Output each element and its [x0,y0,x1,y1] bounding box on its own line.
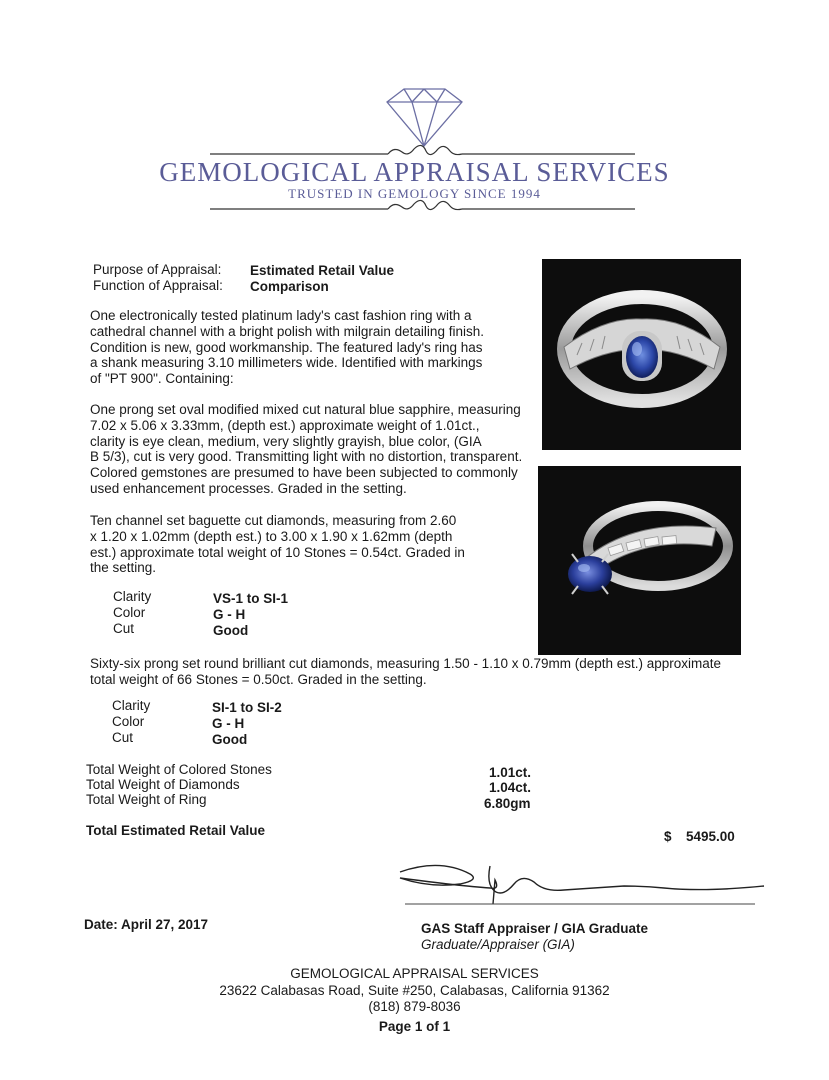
page-number: Page 1 of 1 [378,1019,451,1034]
ring-photo-side [538,466,741,655]
text-line: a shank measuring 3.10 millimeters wide. Identified with markings [90,355,483,371]
appraiser-title: GAS Staff Appraiser / GIA Graduate [421,921,649,936]
text-line: the setting. [90,560,157,576]
text-line: Colored gemstones are presumed to have been subjected to commonly [90,465,518,481]
currency-symbol: $ [664,829,672,844]
total-label: Total Weight of Diamonds [86,777,240,792]
total-label: Total Weight of Colored Stones [86,762,272,777]
grade-value: VS-1 to SI-1 [213,591,289,606]
text-line: cathedral channel with a bright polish with milgrain detailing finish. [90,323,484,339]
text-line: Sixty-six prong set round brilliant cut diamonds, measuring 1.50 - 1.10 x 0.79mm (depth est.) approximate [90,656,722,671]
sapphire-description [90,402,535,497]
text-line: used enhancement processes. Graded in the setting. [90,480,407,496]
text-line: B 5/3), cut is very good. Transmitting light with no distortion, transparent. [90,449,523,465]
footer-company: GEMOLOGICAL APPRAISAL SERVICES [290,966,539,981]
footer-address: 23622 Calabasas Road, Suite #250, Calabasas, California 91362 [219,983,610,998]
grade-label: Cut [113,621,135,636]
text-line: Condition is new, good workmanship. The featured lady's ring has [90,339,483,355]
function-value: Comparison [250,279,329,294]
purpose-value: Estimated Retail Value [250,263,395,278]
appraisal-date: Date: April 27, 2017 [84,917,209,932]
text-line: x 1.20 x 1.02mm (depth est.) to 3.00 x 1.90 x 1.62mm (depth [90,528,453,544]
footer-phone: (818) 879-8036 [368,999,461,1014]
text-line: One electronically tested platinum lady's cast fashion ring with a [90,308,472,323]
total-label: Total Weight of Ring [86,792,207,807]
text-line: est.) approximate total weight of 10 Stones = 0.54ct. Graded in [90,544,465,560]
grade-value: G - H [213,607,246,622]
total-value: 1.04ct. [489,780,532,795]
ring-description [90,308,530,387]
appraiser-subtitle: Graduate/Appraiser (GIA) [421,937,575,952]
signature-icon [395,860,780,920]
text-line: Ten channel set baguette cut diamonds, measuring from 2.60 [90,513,457,528]
grade-label: Cut [112,730,134,745]
grade-value: SI-1 to SI-2 [212,700,282,715]
text-line: 7.02 x 5.06 x 3.33mm, (depth est.) approximate weight of 1.01ct., [90,417,480,433]
ring-front-icon [542,259,741,450]
grade-value: Good [213,623,249,638]
ring-photo-front [542,259,741,450]
grade-value: Good [212,732,248,747]
text-line: clarity is eye clean, medium, very slightly grayish, blue color, (GIA [90,433,482,449]
ring-side-icon [538,466,741,655]
grade-label: Clarity [112,698,151,713]
text-line: of "PT 900". Containing: [90,371,234,387]
baguette-description [90,513,530,576]
diamond-logo-icon [0,80,829,230]
company-tagline: TRUSTED IN GEMOLOGY SINCE 1994 [288,186,541,201]
total-value: 6.80gm [484,796,531,811]
company-name: GEMOLOGICAL APPRAISAL SERVICES [159,157,670,187]
text-line: total weight of 66 Stones = 0.50ct. Graded in the setting. [90,671,427,687]
round-diamonds-description [90,656,740,688]
retail-value-label: Total Estimated Retail Value [86,823,266,838]
total-value: 1.01ct. [489,765,532,780]
grade-label: Color [113,605,146,620]
grade-label: Color [112,714,145,729]
grade-value: G - H [212,716,245,731]
grade-label: Clarity [113,589,152,604]
retail-value-amount: 5495.00 [686,829,735,844]
text-line: One prong set oval modified mixed cut natural blue sapphire, measuring [90,402,521,417]
purpose-label: Purpose of Appraisal: [93,262,222,277]
function-label: Function of Appraisal: [93,278,223,293]
